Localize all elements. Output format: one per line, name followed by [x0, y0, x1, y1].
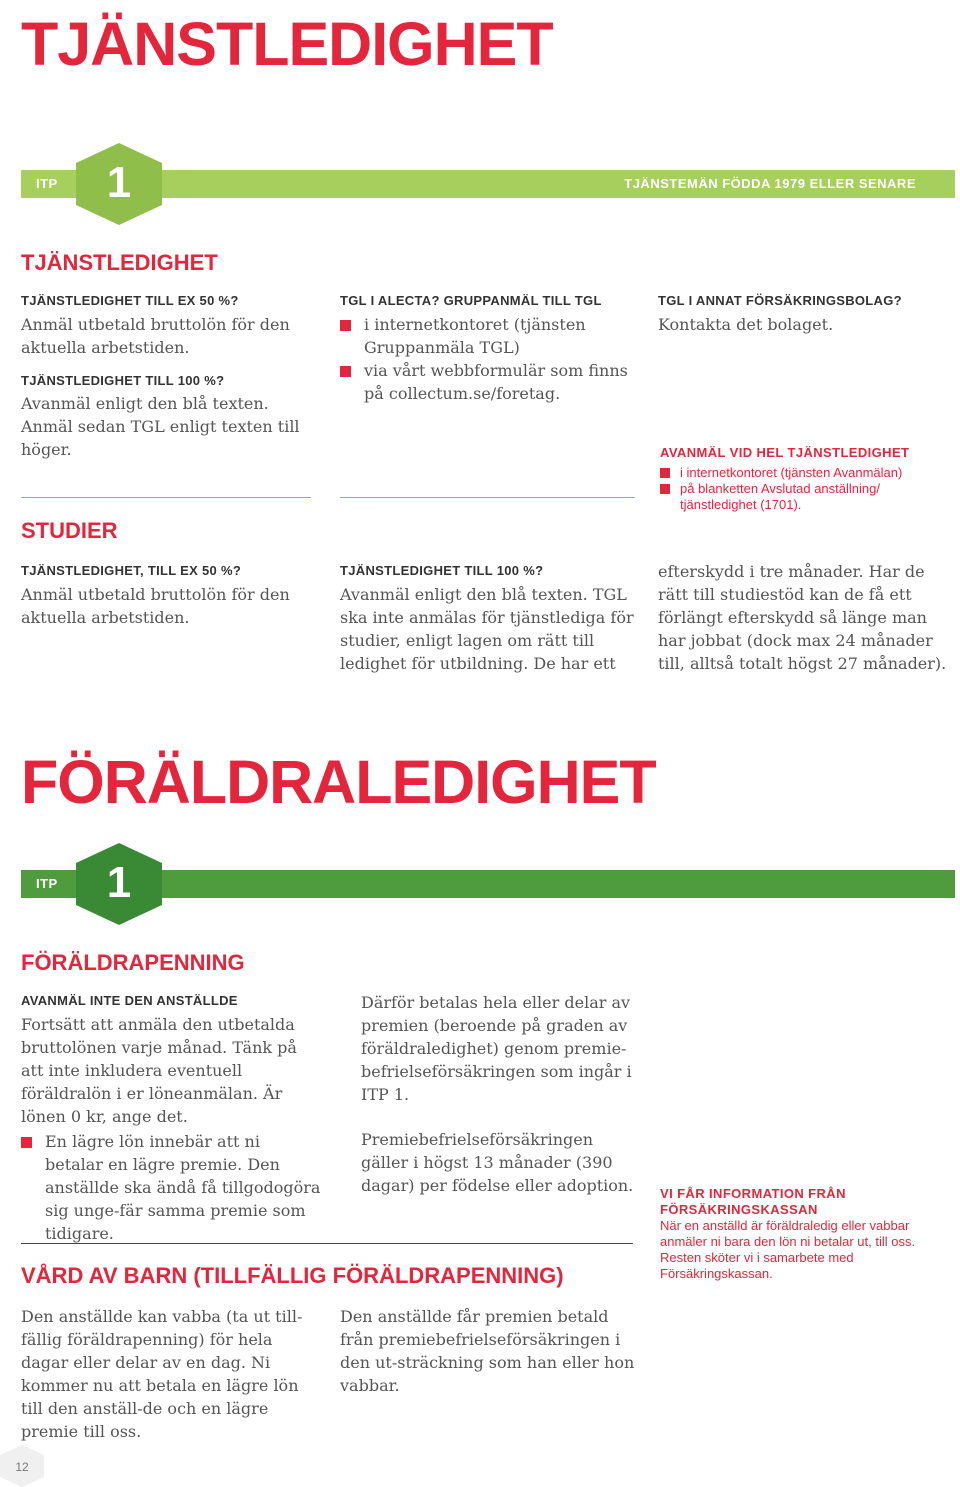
info-heading: VI FÅR INFORMATION FRÅN FÖRSÄKRINGSKASSAN [660, 1186, 846, 1217]
parental-col1-text: Fortsätt att anmäla den utbetalda bruttolönen varje månad. Tänk på att inte inkludera eventuell föräldralön i er löneanmälan. Är lönen 0 kr, ange det. [21, 1014, 297, 1126]
tjl-a2: Avanmäl enligt den blå texten. Anmäl sedan TGL enligt texten till höger. [21, 394, 300, 460]
vab-col2-text: Den anställde får premien betald från premiebefrielseförsäkringen i den ut-sträckning som han eller hon vabbar. [340, 1307, 635, 1395]
parental-column-1 [21, 993, 321, 1245]
avanmal-list [660, 465, 955, 513]
itp-hexagon-parental-number: 1 [106, 858, 132, 907]
list-item: på blanketten Avslutad anställning/ tjänstledighet (1701). [660, 481, 955, 513]
page-number: 12 [15, 1460, 29, 1474]
studier-column-1 [21, 563, 311, 629]
tjl-q1: TJÄNSTLEDIGHET TILL EX 50 %? [21, 293, 239, 308]
avanmal-heading: AVANMÄL VID HEL TJÄNSTLEDIGHET [660, 445, 910, 460]
list-item: i internetkontoret (tjänsten Gruppanmäla TGL) [340, 313, 635, 359]
parental-col2-p2: Premiebefrielseförsäkringen gäller i högst 13 månader (390 dagar) per födelse eller adoption. [361, 1130, 634, 1195]
parental-column-2 [361, 991, 641, 1197]
section-title-tjanstledighet: TJÄNSTLEDIGHET [21, 250, 218, 275]
list-item: via vårt webbformulär som finns på collectum.se/foretag. [340, 359, 635, 405]
parental-col2-p1: Därför betalas hela eller delar av premien (beroende på graden av föräldraledighet) genom premie-befrielseförsäkringen som ingår i ITP 1. [361, 993, 632, 1104]
studier-a3: efterskydd i tre månader. Har de rätt till studiestöd kan de få ett förlängt efterskydd så länge man har jobbat (dock max 24 månader till, alltså totalt högst 27 månader). [658, 562, 947, 673]
section-title-foraldrapenning: FÖRÄLDRAPENNING [21, 950, 245, 975]
vab-column-1 [21, 1305, 321, 1443]
divider-col2 [340, 497, 635, 498]
studier-q1: TJÄNSTLEDIGHET, TILL EX 50 %? [21, 563, 242, 578]
tjl-col2-list [340, 313, 635, 405]
tjl-col3-heading: TGL I ANNAT FÖRSÄKRINGSBOLAG? [658, 293, 902, 308]
square-bullet-icon [340, 320, 351, 331]
studier-column-3 [658, 560, 953, 675]
vab-column-2 [340, 1305, 640, 1397]
list-item: i internetkontoret (tjänsten Avanmälan) [660, 465, 955, 481]
tjl-a1: Anmäl utbetald bruttolön för den aktuella arbetstiden. [21, 314, 290, 357]
divider-col1 [21, 497, 311, 498]
section-title-vab: VÅRD AV BARN (TILLFÄLLIG FÖRÄLDRAPENNING) [21, 1263, 564, 1288]
itp-band-label: ITP [36, 176, 58, 191]
tjl-column-3 [658, 293, 953, 336]
info-box [660, 1186, 950, 1282]
info-text: När en anställd är föräldraledig eller vabbar anmäler ni bara den lön ni betalar ut, till oss. Resten sköter vi i samarbete med Försäkringskassan. [660, 1218, 916, 1281]
studier-q2: TJÄNSTLEDIGHET TILL 100 %? [340, 563, 544, 578]
tjl-q2: TJÄNSTLEDIGHET TILL 100 %? [21, 372, 225, 388]
parental-col1-heading: AVANMÄL INTE DEN ANSTÄLLDE [21, 993, 238, 1008]
square-bullet-icon [660, 468, 670, 478]
list-item: En lägre lön innebär att ni betalar en lägre premie. Den anställde ska ändå få tillgodogöra sig unge-fär samma premie som tidigare. [21, 1130, 321, 1245]
divider-vab [21, 1243, 633, 1244]
itp-band-subtitle: TJÄNSTEMÄN FÖDDA 1979 ELLER SENARE [624, 176, 916, 191]
page-title: TJÄNSTLEDIGHET [21, 10, 553, 78]
studier-a1: Anmäl utbetald bruttolön för den aktuella arbetstiden. [21, 584, 290, 627]
square-bullet-icon [660, 484, 670, 494]
square-bullet-icon [21, 1137, 32, 1148]
section-title-studier: STUDIER [21, 518, 118, 543]
itp-band-parental-label: ITP [36, 876, 58, 891]
tjl-col3-text: Kontakta det bolaget. [658, 314, 834, 334]
studier-column-2 [340, 563, 640, 675]
tjl-col2-heading: TGL I ALECTA? GRUPPANMÄL TILL TGL [340, 293, 602, 308]
avanmal-box [660, 445, 955, 513]
tjl-column-1 [21, 293, 311, 461]
square-bullet-icon [340, 366, 351, 377]
tjl-column-2 [340, 293, 635, 405]
parental-title: FÖRÄLDRALEDIGHET [21, 748, 656, 816]
studier-a2: Avanmäl enligt den blå texten. TGL ska inte anmälas för tjänstlediga för studier, enligt lagen om rätt till ledighet för utbildning. De har ett [340, 584, 634, 673]
itp-hexagon-number: 1 [106, 158, 132, 207]
vab-col1-text: Den anställde kan vabba (ta ut till-fällig föräldrapenning) för hela dagar eller delar av en dag. Ni kommer nu att betala en lägre lön till den anställ-de och en lägre premie till oss. [21, 1307, 303, 1441]
parental-col1-list [21, 1130, 321, 1245]
